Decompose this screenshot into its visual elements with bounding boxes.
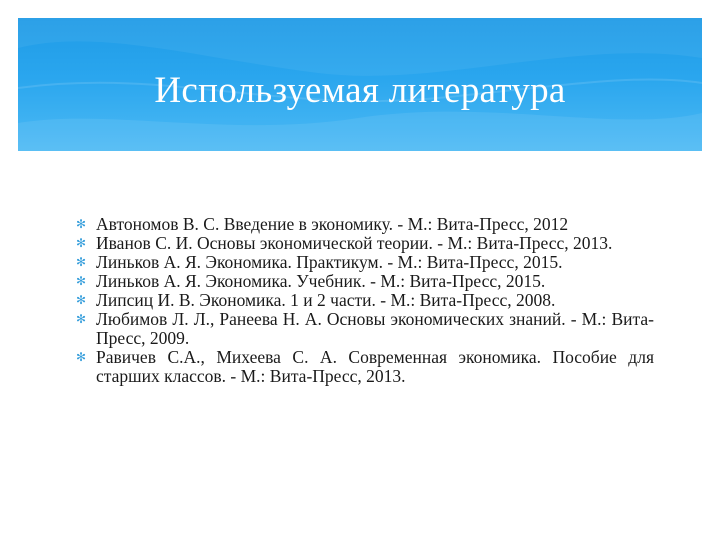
reference-item [74,253,654,272]
reference-text: Липсиц И. В. Экономика. 1 и 2 части. - М.: Вита-Пресс, 2008. [96,290,556,310]
reference-text: Линьков А. Я. Экономика. Учебник. - М.: Вита-Пресс, 2015. [96,271,546,291]
reference-text: Иванов С. И. Основы экономической теории. - М.: Вита-Пресс, 2013. [96,233,613,253]
asterisk-bullet-icon: ✻ [75,312,87,326]
asterisk-bullet-icon: ✻ [75,236,87,250]
asterisk-bullet-icon: ✻ [75,350,87,364]
slide-title: Используемая литература [154,70,566,111]
reference-text: Автономов В. С. Введение в экономику. - М.: Вита-Пресс, 2012 [96,214,569,234]
title-banner [18,18,702,151]
reference-item [74,215,654,234]
references-block [74,215,654,386]
asterisk-bullet-icon: ✻ [75,274,87,288]
asterisk-bullet-icon: ✻ [75,217,87,231]
reference-item [74,272,654,291]
asterisk-bullet-icon: ✻ [75,255,87,269]
reference-text: Линьков А. Я. Экономика. Практикум. - М.: Вита-Пресс, 2015. [96,252,563,272]
reference-item [74,291,654,310]
reference-item [74,234,654,253]
reference-text: Любимов Л. Л., Ранеева Н. А. Основы экономических знаний. - М.: Вита-Пресс, 2009. [96,309,654,348]
reference-item [74,348,654,386]
reference-item [74,310,654,348]
reference-text: Равичев С.А., Михеева С. А. Современная экономика. Пособие для старших классов. - М.: Вита-Пресс, 2013. [96,347,654,386]
references-list [74,215,654,386]
asterisk-bullet-icon: ✻ [75,293,87,307]
